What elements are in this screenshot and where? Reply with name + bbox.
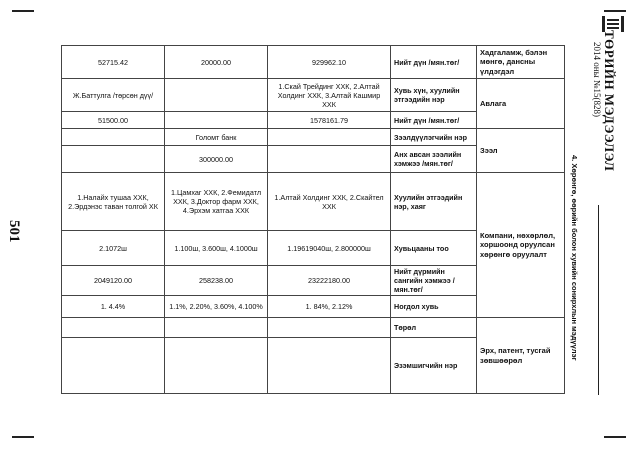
row-label: Төрөл <box>391 318 477 338</box>
publication-title: ТӨРИЙН МЭДЭЭЛЭЛ <box>602 30 617 172</box>
group-label: Компани, нөхөрлөл, хоршоонд оруулсан хөрөнгө оруулалт <box>477 173 565 318</box>
table-cell: Голомт банк <box>165 129 268 146</box>
table-cell: 23222180.00 <box>268 266 391 296</box>
table-cell: 1.Скай Трейдинг ХХК, 2.Алтай Холдинг ХХК, 3.Алтай Кашмир ХХК <box>268 79 391 112</box>
table-cell <box>268 146 391 173</box>
table-cell: 929962.10 <box>268 46 391 79</box>
row-label: Анх авсан зээлийн хэмжээ /мян.төг/ <box>391 146 477 173</box>
row-label: Хувь хүн, хуулийн этгээдийн нэр <box>391 79 477 112</box>
crop-mark-top-left <box>12 10 34 12</box>
group-label: Авлага <box>477 79 565 129</box>
table-cell <box>165 112 268 129</box>
table-cell: 1.Алтай Холдинг ХХК, 2.Скайтел ХХК <box>268 173 391 231</box>
table-cell: Ж.Баттулга /төрсөн дүү/ <box>62 79 165 112</box>
table-cell: 1.Цамхаг ХХК, 2.Фемидатл ХХК, 3.Доктор фарм ХХК, 4.Эрхэм хатгаа ХХК <box>165 173 268 231</box>
table-cell: 2049120.00 <box>62 266 165 296</box>
table-cell: 1.Налайх тушаа ХХК, 2.Эрдэнэс таван толгой ХК <box>62 173 165 231</box>
table-row <box>62 46 565 79</box>
asset-declaration-table <box>61 45 565 394</box>
table-cell: 1.19619040ш, 2.800000ш <box>268 231 391 266</box>
table-cell <box>165 318 268 338</box>
issue-date: 2014 оны №15(828) <box>592 42 602 117</box>
table-cell: 20000.00 <box>165 46 268 79</box>
group-label: Зээл <box>477 129 565 173</box>
row-label: Зээлдүүлэгчийн нэр <box>391 129 477 146</box>
group-label: Хадгаламж, бэлэн мөнгө, дансны үлдэгдэл <box>477 46 565 79</box>
section-title: 4. Хөрөнгө, өөрийн болон хувийн сонирхлын мэдүүлэг <box>570 155 579 361</box>
table-cell <box>268 318 391 338</box>
row-label: Хуулийн этгээдийн нэр, хаяг <box>391 173 477 231</box>
crop-mark-bottom-left <box>12 436 34 438</box>
crop-mark-bottom-right <box>604 436 626 438</box>
crop-mark-top-right <box>604 10 626 12</box>
table-cell: 1.1%, 2.20%, 3.60%, 4.100% <box>165 296 268 318</box>
header-rule <box>598 205 599 395</box>
table-cell: 300000.00 <box>165 146 268 173</box>
table-row <box>62 129 565 146</box>
table-cell <box>165 338 268 394</box>
group-label: Эрх, патент, тусгай зөвшөөрөл <box>477 318 565 394</box>
table-row <box>62 173 565 231</box>
table-cell: 258238.00 <box>165 266 268 296</box>
table-cell <box>62 129 165 146</box>
table-cell: 52715.42 <box>62 46 165 79</box>
table-cell <box>268 338 391 394</box>
table-cell: 51500.00 <box>62 112 165 129</box>
row-label: Ногдол хувь <box>391 296 477 318</box>
row-label: Хувьцааны тоо <box>391 231 477 266</box>
table-cell: 1. 4.4% <box>62 296 165 318</box>
table-row <box>62 79 565 112</box>
table-cell: 1578161.79 <box>268 112 391 129</box>
page-number: 501 <box>6 220 22 243</box>
row-label: Нийт дүн /мян.төг/ <box>391 112 477 129</box>
table-cell <box>62 318 165 338</box>
table-cell: 1.100ш, 3.600ш, 4.1000ш <box>165 231 268 266</box>
table-cell: 1. 84%, 2.12% <box>268 296 391 318</box>
table-cell <box>62 338 165 394</box>
table-cell <box>268 129 391 146</box>
row-label: Нийт дүн /мян.төг/ <box>391 46 477 79</box>
table-cell: 2.1072ш <box>62 231 165 266</box>
table-cell <box>62 146 165 173</box>
row-label: Нийт дүрмийн сангийн хэмжээ /мян.төг/ <box>391 266 477 296</box>
table-row <box>62 318 565 338</box>
row-label: Эзэмшигчийн нэр <box>391 338 477 394</box>
table-cell <box>165 79 268 112</box>
